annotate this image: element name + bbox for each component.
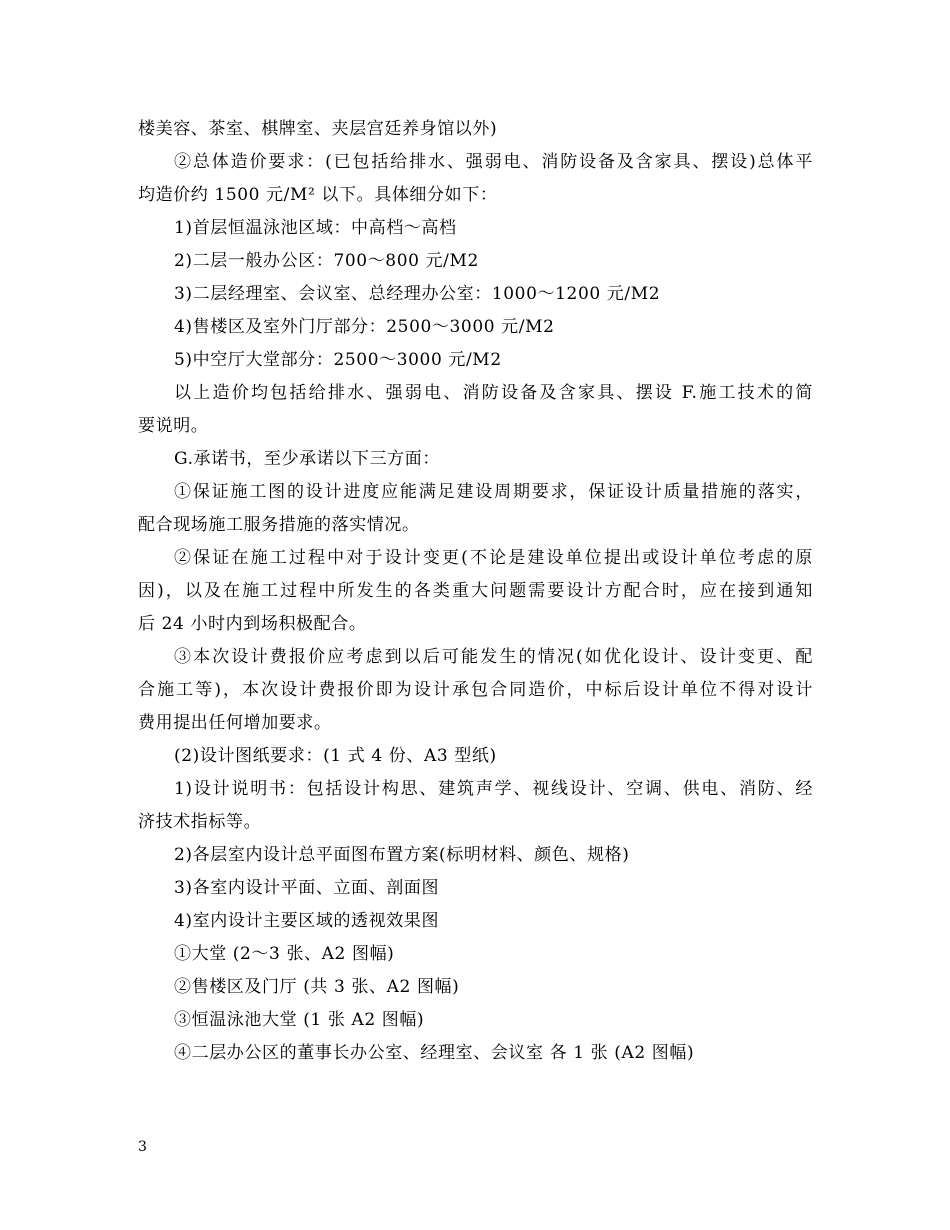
text-line: 济技术指标等。 — [138, 812, 262, 832]
text-line: ①大堂 (2～3 张、A2 图幅) — [174, 944, 395, 964]
text-line: ②保证在施工过程中对于设计变更(不论是建设单位提出或设计单位考虑的原 — [174, 548, 813, 568]
text-line: 1)首层恒温泳池区域：中高档～高档 — [174, 218, 457, 238]
text-line: 1)设计说明书：包括设计构思、建筑声学、视线设计、空调、供电、消防、经 — [174, 779, 813, 799]
text-line: 配合现场施工服务措施的落实情况。 — [138, 515, 420, 535]
text-line: 要说明。 — [138, 416, 209, 436]
page-number: 3 — [138, 1139, 147, 1155]
text-line: ②售楼区及门厅 (共 3 张、A2 图幅) — [174, 977, 460, 997]
text-line: ③恒温泳池大堂 (1 张 A2 图幅) — [174, 1010, 425, 1030]
text-line: 费用提出任何增加要求。 — [138, 713, 332, 733]
text-line: 楼美容、茶室、棋牌室、夹层宫廷养身馆以外) — [138, 119, 498, 139]
text-line: 3)二层经理室、会议室、总经理办公室：1000～1200 元/M2 — [174, 284, 661, 304]
text-line: ③本次设计费报价应考虑到以后可能发生的情况(如优化设计、设计变更、配 — [174, 647, 813, 667]
document-body — [138, 113, 813, 1070]
text-line: 以上造价均包括给排水、强弱电、消防设备及含家具、摆设 F.施工技术的简 — [174, 383, 813, 403]
text-line: 后 24 小时内到场积极配合。 — [138, 614, 367, 634]
text-line: G.承诺书，至少承诺以下三方面： — [174, 449, 440, 469]
text-line: 合施工等)，本次设计费报价即为设计承包合同造价，中标后设计单位不得对设计 — [138, 680, 813, 700]
text-line: 4)室内设计主要区域的透视效果图 — [174, 911, 440, 931]
text-line: 2)二层一般办公区：700～800 元/M2 — [174, 251, 479, 271]
text-line: 均造价约 1500 元/M² 以下。具体细分如下： — [138, 185, 498, 205]
text-line: 3)各室内设计平面、立面、剖面图 — [174, 878, 440, 898]
text-line: (2)设计图纸要求：(1 式 4 份、A3 型纸) — [174, 746, 497, 766]
text-line: ①保证施工图的设计进度应能满足建设周期要求，保证设计质量措施的落实， — [174, 482, 813, 502]
text-line: 2)各层室内设计总平面图布置方案(标明材料、颜色、规格) — [174, 845, 630, 865]
text-line: 5)中空厅大堂部分：2500～3000 元/M2 — [174, 350, 502, 370]
text-line: 因)，以及在施工过程中所发生的各类重大问题需要设计方配合时，应在接到通知 — [138, 581, 813, 601]
text-line: 4)售楼区及室外门厅部分：2500～3000 元/M2 — [174, 317, 555, 337]
text-line: ②总体造价要求：(已包括给排水、强弱电、消防设备及含家具、摆设)总体平 — [174, 152, 813, 172]
text-line: ④二层办公区的董事长办公室、经理室、会议室 各 1 张 (A2 图幅) — [174, 1043, 695, 1063]
